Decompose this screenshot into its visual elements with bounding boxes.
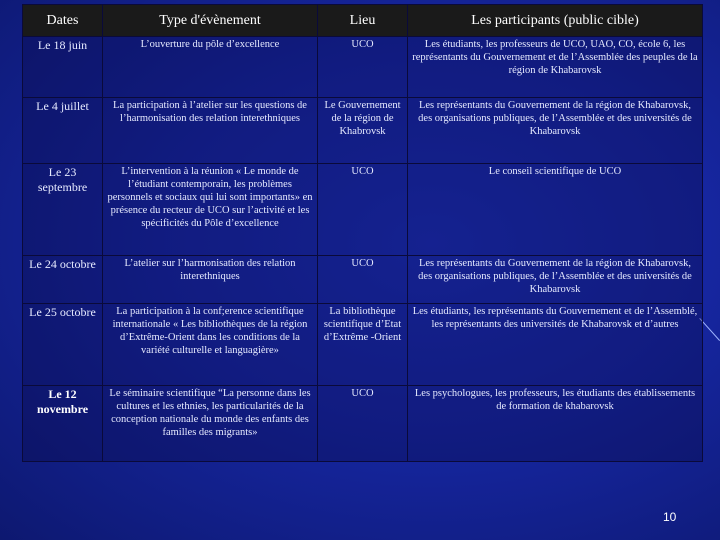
table-row <box>23 304 703 386</box>
table-row <box>23 164 703 256</box>
participants-cell: Les représentants du Gouvernement de la région de Khabarovsk, des organisations publiques, de l’Assemblée et des universités de Khabarovsk <box>408 256 703 304</box>
events-table <box>22 4 703 462</box>
lieu-cell: UCO <box>318 386 408 462</box>
table-row <box>23 386 703 462</box>
participants-cell: Le conseil scientifique de UCO <box>408 164 703 256</box>
date-cell: Le 24 octobre <box>23 256 103 304</box>
type-cell: L’atelier sur l’harmonisation des relation interethniques <box>103 256 318 304</box>
type-cell: La participation à la conf;erence scientifique internationale « Les bibliothèques de la région d’Extrême-Orient dans les conditions de la variété culturelle et languagière» <box>103 304 318 386</box>
header-row <box>23 5 703 37</box>
header-lieu: Lieu <box>318 5 408 37</box>
type-cell: L’ouverture du pôle d’excellence <box>103 37 318 98</box>
header-dates: Dates <box>23 5 103 37</box>
participants-cell: Les étudiants, les représentants du Gouvernement et de l’Assemblé, les représentants des universités de Khabarovsk et d’autres <box>408 304 703 386</box>
type-cell: La participation à l’atelier sur les questions de l’harmonisation des relation interethniques <box>103 98 318 164</box>
table-row <box>23 98 703 164</box>
lieu-cell: La bibliothèque scientifique d’Etat d’Extrême -Orient <box>318 304 408 386</box>
lieu-cell: UCO <box>318 164 408 256</box>
participants-cell: Les psychologues, les professeurs, les étudiants des établissements de formation de khabarovsk <box>408 386 703 462</box>
date-cell: Le 4 juillet <box>23 98 103 164</box>
table-row <box>23 37 703 98</box>
lieu-cell: UCO <box>318 256 408 304</box>
page-number: 10 <box>663 510 677 524</box>
lieu-cell: Le Gouvernement de la région de Khabrovsk <box>318 98 408 164</box>
lieu-cell: UCO <box>318 37 408 98</box>
type-cell: Le séminaire scientifique “La personne dans les cultures et les ethnies, les particularités de la conception nationale du monde des enfants des familles des migrants» <box>103 386 318 462</box>
date-cell: Le 18 juin <box>23 37 103 98</box>
date-cell: Le 25 octobre <box>23 304 103 386</box>
participants-cell: Les représentants du Gouvernement de la région de Khabarovsk, des organisations publiques, de l’Assemblée et des universités de Khabarovsk <box>408 98 703 164</box>
header-participants: Les participants (public cible) <box>408 5 703 37</box>
participants-cell: Les étudiants, les professeurs de UCO, UAO, CO, école 6, les représentants du Gouvernement et de l’Assemblée des peuples de la région de Khabarovsk <box>408 37 703 98</box>
date-cell: Le 23 septembre <box>23 164 103 256</box>
header-type: Type d'évènement <box>103 5 318 37</box>
date-cell: Le 12 novembre <box>23 386 103 462</box>
table-row <box>23 256 703 304</box>
type-cell: L’intervention à la réunion « Le monde de l’étudiant contemporain, les problèmes personnels et sociaux qui lui sont importants» en présence du recteur de UCO sur l’activité et les spécificités du Pôle d’excellence <box>103 164 318 256</box>
